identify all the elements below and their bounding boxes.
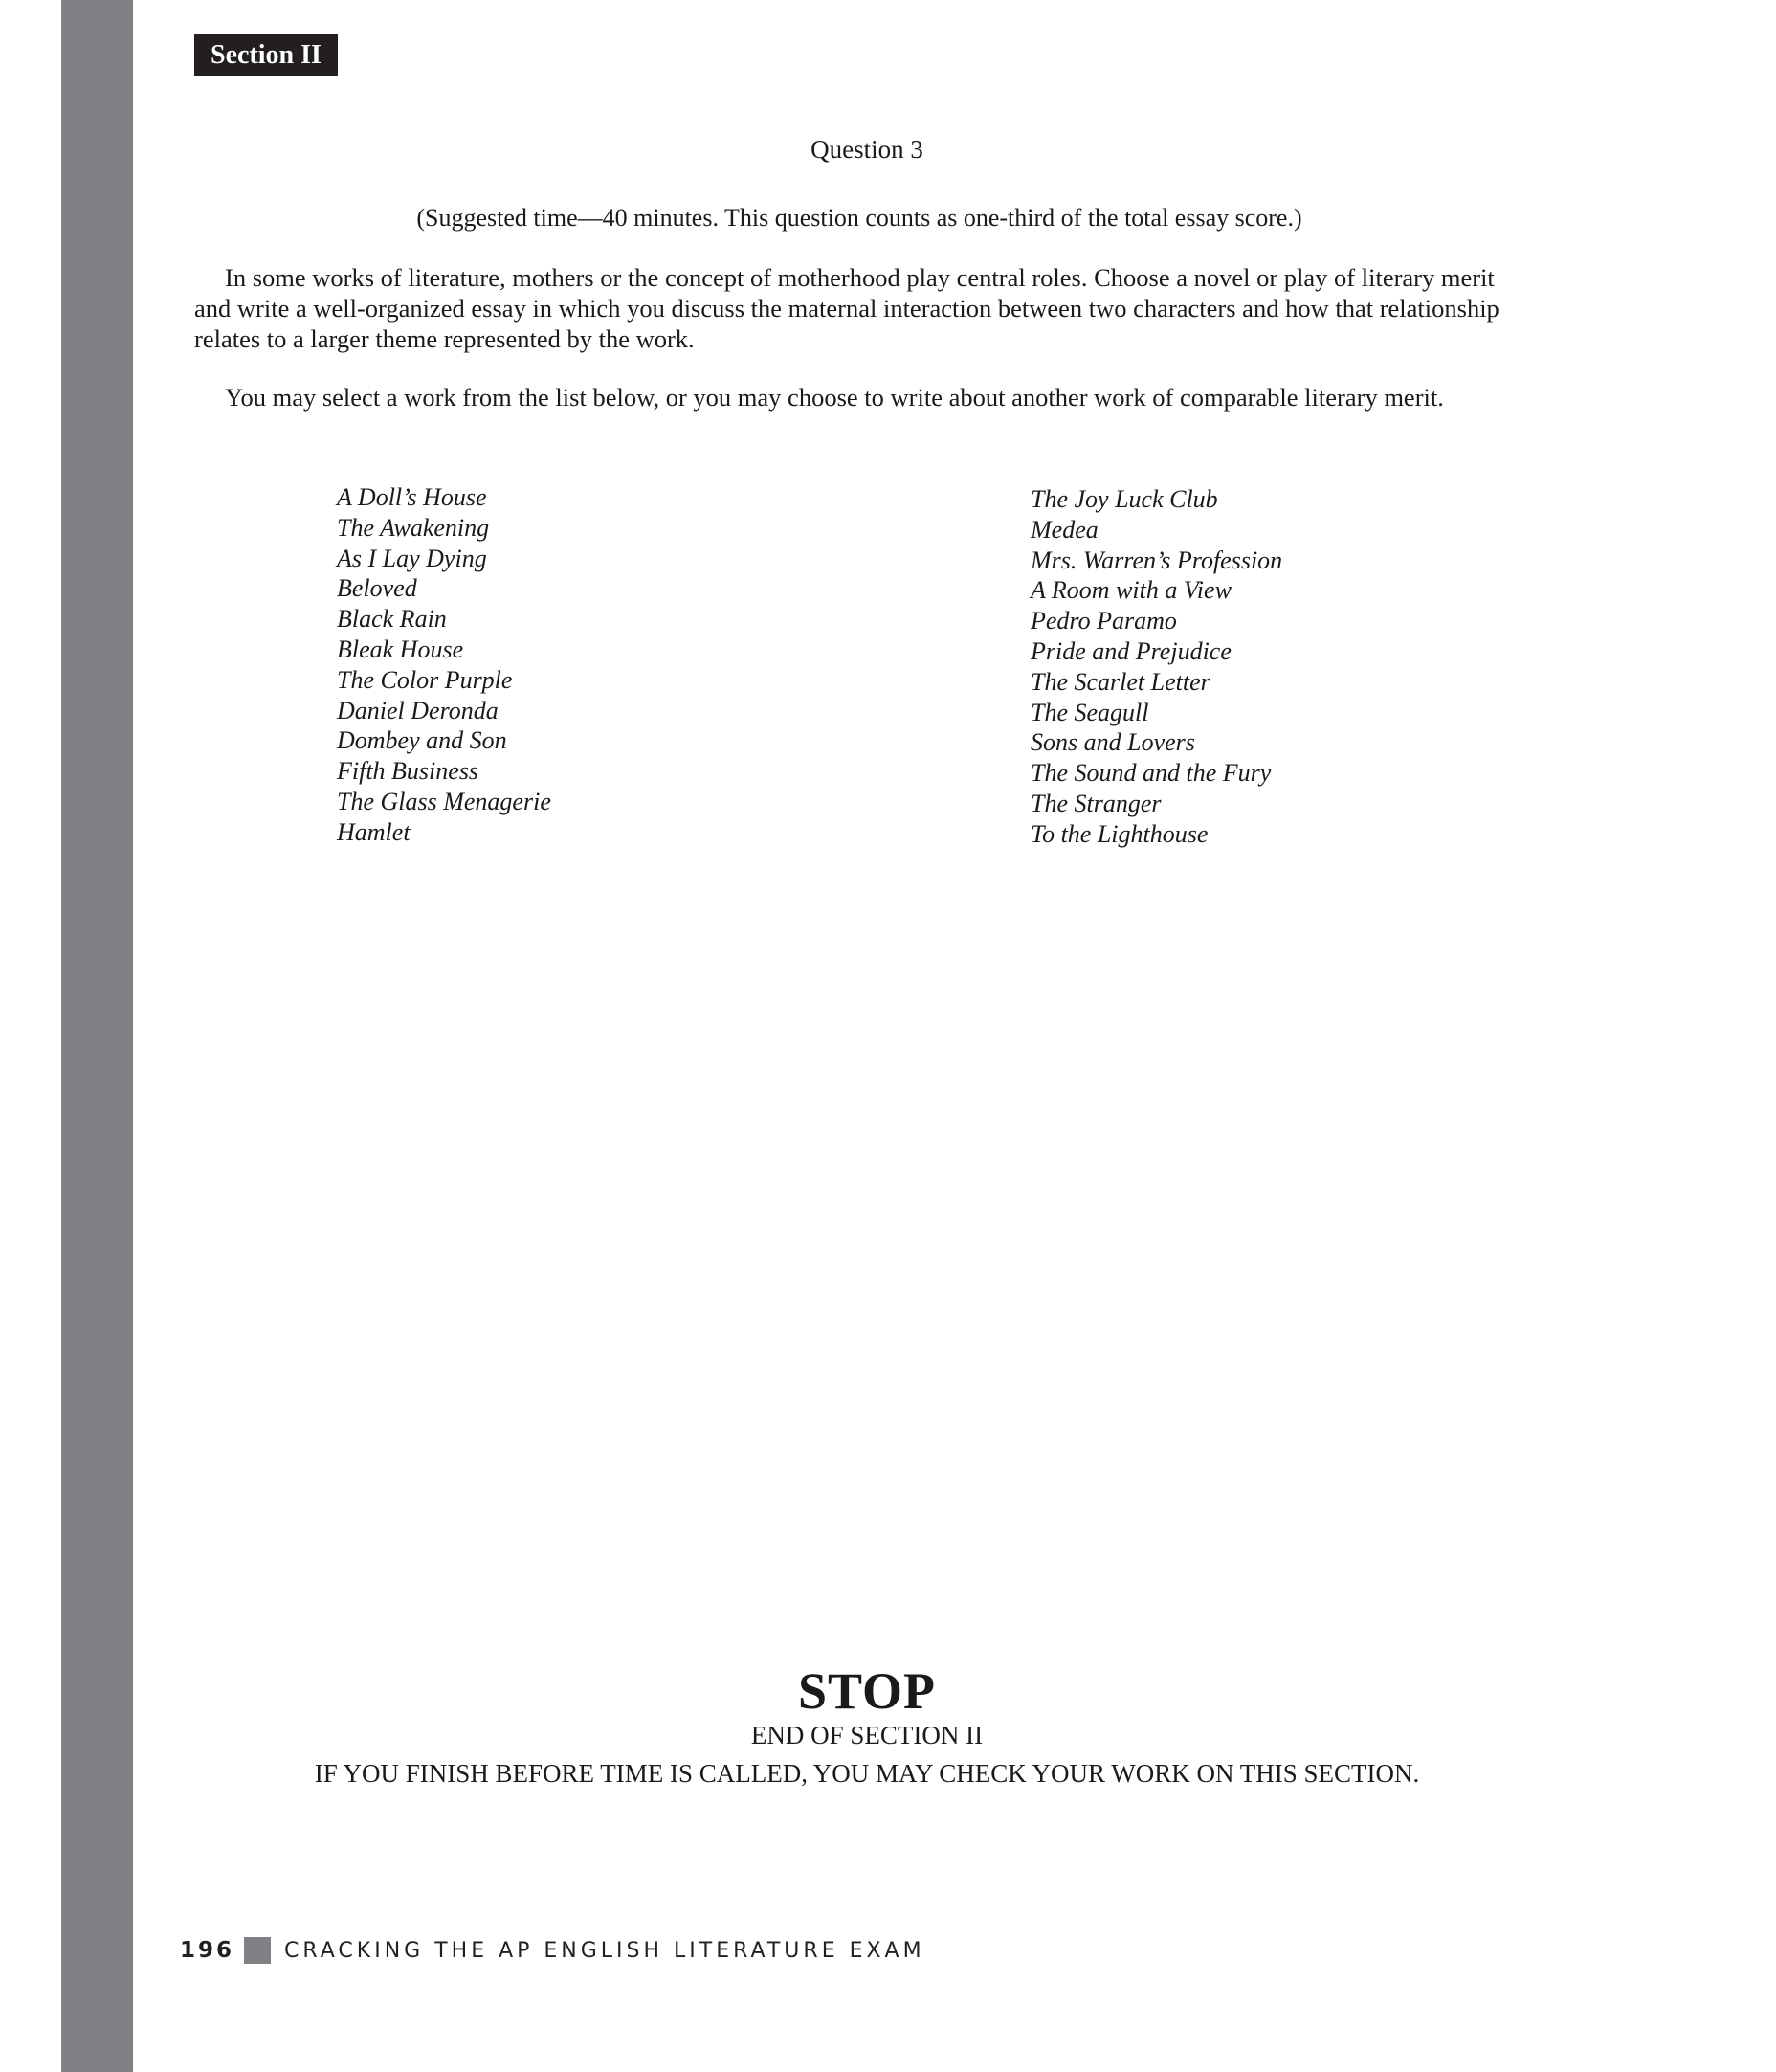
work-title: The Sound and the Fury (1031, 759, 1272, 788)
work-title: Fifth Business (337, 757, 479, 786)
work-title: A Room with a View (1031, 576, 1232, 605)
work-title: Daniel Deronda (337, 696, 499, 724)
work-title: To the Lighthouse (1031, 819, 1209, 848)
work-title: Pedro Paramo (1031, 607, 1177, 635)
work-title: Hamlet (337, 817, 411, 846)
work-title: The Stranger (1031, 789, 1162, 817)
footer-square-icon (244, 1937, 271, 1964)
work-title: The Scarlet Letter (1031, 667, 1210, 696)
works-list-left (337, 482, 551, 848)
work-title: Sons and Lovers (1031, 728, 1195, 757)
selection-paragraph: You may select a work from the list below, or you may choose to write about another work of comparable literary merit. (225, 383, 1444, 412)
page-footer (180, 1935, 925, 1966)
section-tab: Section II (194, 34, 338, 76)
work-title: Dombey and Son (337, 726, 507, 755)
prompt-paragraph: In some works of literature, mothers or the concept of motherhood play central roles. Choose a novel or play of literary merit and write a well-organized essay in which you discuss the maternal interaction between two characters and how that relationship relates to a larger theme represented by the work. (194, 263, 1499, 353)
work-title: A Doll’s House (337, 483, 487, 511)
work-title: The Color Purple (337, 665, 513, 694)
work-title: Bleak House (337, 635, 464, 663)
work-title: The Awakening (337, 513, 490, 542)
work-title: The Joy Luck Club (1031, 485, 1218, 513)
book-title: CRACKING THE AP ENGLISH LITERATURE EXAM (284, 1938, 925, 1963)
stop-block (0, 1663, 1734, 1795)
check-work-note: IF YOU FINISH BEFORE TIME IS CALLED, YOU MAY CHECK YOUR WORK ON THIS SECTION. (314, 1759, 1420, 1788)
work-title: Medea (1031, 515, 1099, 544)
work-title: The Seagull (1031, 698, 1149, 726)
work-title: Beloved (337, 574, 417, 603)
question-instructions: (Suggested time—40 minutes. This question counts as one-third of the total essay score.) (416, 204, 1302, 232)
works-list-right (1031, 484, 1282, 850)
work-title: The Glass Menagerie (337, 787, 551, 815)
end-of-section-label: END OF SECTION II (750, 1721, 984, 1749)
work-title: Pride and Prejudice (1031, 636, 1232, 665)
question-title: Question 3 (810, 135, 923, 164)
stop-title: STOP (797, 1662, 937, 1720)
work-title: Black Rain (337, 605, 447, 634)
work-title: As I Lay Dying (337, 544, 487, 572)
page-number: 196 (180, 1938, 235, 1963)
work-title: Mrs. Warren’s Profession (1031, 546, 1283, 574)
